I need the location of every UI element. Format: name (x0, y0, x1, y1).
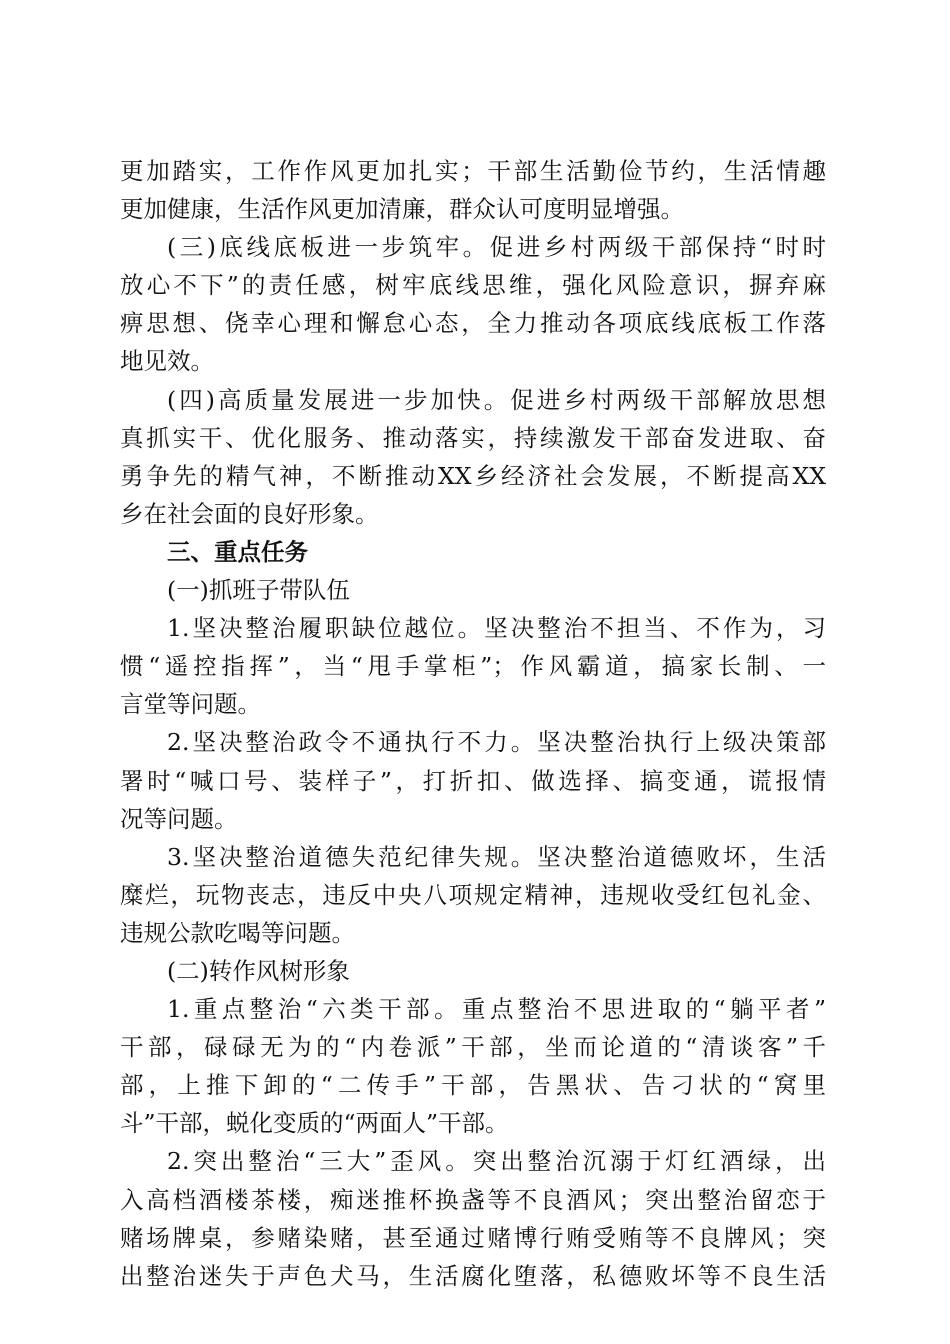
body-line: 痹思想、侥幸心理和懈怠心态，全力推动各项底线底板工作落 (120, 309, 826, 338)
body-line: 干部，碌碌无为的“内卷派”干部，坐而论道的“清谈客”千 (120, 1033, 826, 1062)
body-line: 赌场牌桌，参赌染赌，甚至通过赌博行贿受贿等不良牌风；突 (120, 1223, 826, 1252)
body-line: 况等问题。 (120, 804, 238, 833)
numbered-item-2b: 2.突出整治“三大”歪风。突出整治沉溺于灯红酒绿，出 (167, 1147, 826, 1176)
body-line: 糜烂，玩物丧志，违反中央八项规定精神，违规收受红包礼金、 (120, 880, 826, 909)
numbered-item-2: 2.坚决整治政令不通执行不力。坚决整治执行上级决策部 (167, 728, 826, 757)
body-line: 更加健康，生活作风更加清廉，群众认可度明显增强。 (120, 195, 684, 224)
chapter-heading: 三、重点任务 (167, 537, 308, 566)
body-line: 斗”干部，蜕化变质的“两面人”干部。 (120, 1109, 509, 1138)
section-heading-4: (四)高质量发展进一步加快。促进乡村两级干部解放思想 (167, 385, 826, 414)
body-line: 出整治迷失于声色犬马，生活腐化堕落，私德败坏等不良生活 (120, 1261, 826, 1290)
body-line: 更加踏实，工作作风更加扎实；干部生活勤俭节约，生活情趣 (120, 157, 826, 185)
numbered-item-1b: 1.重点整治“六类干部。重点整治不思进取的“躺平者” (167, 995, 826, 1024)
document-page (120, 152, 826, 1295)
numbered-item-1: 1.坚决整治履职缺位越位。坚决整治不担当、不作为，习 (167, 614, 826, 643)
body-line: 乡在社会面的良好形象。 (120, 499, 379, 528)
body-line: 入高档酒楼茶楼，痴迷推杯换盏等不良酒风；突出整治留恋于 (120, 1185, 826, 1214)
section-heading-3: (三)底线底板进一步筑牢。促进乡村两级干部保持“时时 (167, 233, 826, 262)
subsection-heading-2: (二)转作风树形象 (167, 956, 350, 985)
body-line: 勇争先的精气神，不断推动XX乡经济社会发展，不断提高XX (120, 461, 826, 490)
body-line: 放心不下”的责任感，树牢底线思维，强化风险意识，摒弃麻 (120, 271, 826, 300)
body-line: 言堂等问题。 (120, 690, 261, 719)
subsection-heading-1: (一)抓班子带队伍 (167, 576, 350, 605)
body-line: 署时“喊口号、装样子”，打折扣、做选择、搞变通，谎报情 (120, 766, 826, 795)
body-line: 违规公款吃喝等问题。 (120, 918, 355, 947)
body-line: 部，上推下卸的“二传手”干部，告黑状、告刁状的“窝里 (120, 1071, 826, 1100)
body-line: 惯“遥控指挥”，当“甩手掌柜”；作风霸道，搞家长制、一 (120, 652, 826, 681)
body-line: 地见效。 (120, 347, 214, 376)
numbered-item-3: 3.坚决整治道德失范纪律失规。坚决整治道德败坏，生活 (167, 842, 826, 871)
body-line: 真抓实干、优化服务、推动落实，持续激发干部奋发进取、奋 (120, 423, 826, 452)
